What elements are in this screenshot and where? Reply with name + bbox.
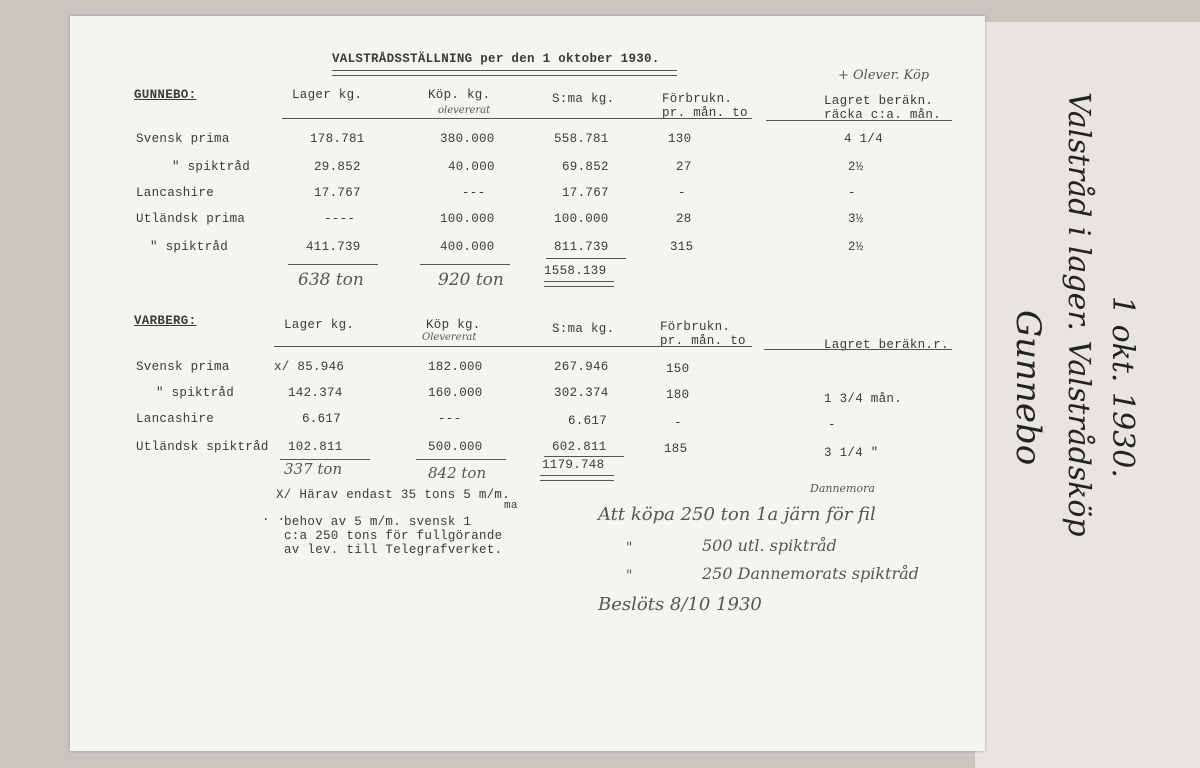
gunnebo-total-underline: [544, 281, 614, 287]
varberg-total-underline: [540, 475, 614, 481]
row-lagret: 2½: [848, 160, 864, 174]
handwritten-dannemora: Dannemora: [810, 482, 875, 495]
varberg-hw-lager-total: 337 ton: [284, 460, 343, 478]
handwritten-ditto-2: ": [626, 568, 633, 584]
varberg-total: 1179.748: [542, 458, 605, 472]
side-label-gunnebo: Gunnebo: [1008, 310, 1048, 466]
row-kop: ---: [438, 412, 462, 426]
gunnebo-hw-kop-total: 920 ton: [438, 270, 504, 290]
title-double-underline: [332, 70, 677, 76]
row-kop: 160.000: [428, 386, 483, 400]
document-title: VALSTRÅDSSTÄLLNING per den 1 oktober 1930.: [332, 52, 660, 66]
varberg-hw-kop-total: 842 ton: [428, 464, 487, 482]
handwritten-beslut: Beslöts 8/10 1930: [598, 594, 762, 615]
row-lagret: 3½: [848, 212, 864, 226]
row-name: Svensk prima: [136, 132, 230, 146]
row-forbrukn: -: [678, 186, 686, 200]
varberg-kop-sum-rule: [416, 459, 506, 460]
gunnebo-summa-sum-rule: [546, 258, 626, 259]
row-kop: 500.000: [428, 440, 483, 454]
row-summa: 267.946: [554, 360, 609, 374]
row-kop: 400.000: [440, 240, 495, 254]
varberg-summa-sum-rule: [544, 456, 624, 457]
row-name: " spiktråd: [156, 386, 235, 400]
row-lagret: -: [848, 186, 856, 200]
handwritten-att-kopa: Att köpa 250 ton 1a järn för fil: [598, 504, 876, 525]
gunnebo-hw-lager-total: 638 ton: [298, 270, 364, 290]
varberg-label: VARBERG:: [134, 314, 197, 328]
row-forbrukn: 130: [668, 132, 692, 146]
row-lagret: 3 1/4 ": [824, 446, 879, 460]
row-lager: 411.739: [306, 240, 361, 254]
row-forbrukn: 180: [666, 388, 690, 402]
varberg-header-summa: S:ma kg.: [552, 322, 615, 336]
varberg-header-forbrukn-2: pr. mån. to: [660, 334, 746, 348]
row-kop: ---: [462, 186, 486, 200]
row-lagret: -: [828, 418, 836, 432]
footnote-line-2: behov av 5 m/m. svensk 1: [284, 515, 472, 529]
handwritten-line-2: 500 utl. spiktråd: [702, 536, 837, 555]
gunnebo-header-forbrukn-2: pr. mån. to: [662, 106, 748, 120]
row-name: Utländsk spiktråd: [136, 440, 269, 454]
varberg-kop-note: Olevererat: [422, 332, 477, 343]
row-kop: 40.000: [448, 160, 495, 174]
row-lager: x/ 85.946: [274, 360, 345, 374]
footnote-line-3: c:a 250 tons för fullgörande: [284, 529, 503, 543]
document-page: [70, 16, 985, 751]
row-forbrukn: 185: [664, 442, 688, 456]
row-lager: 178.781: [310, 132, 365, 146]
gunnebo-header-lager: Lager kg.: [292, 88, 363, 102]
handwritten-line-3: 250 Dannemorats spiktråd: [702, 564, 919, 583]
row-summa: 811.739: [554, 240, 609, 254]
row-name: " spiktråd: [172, 160, 251, 174]
gunnebo-lager-sum-rule: [288, 264, 378, 265]
row-summa: 558.781: [554, 132, 609, 146]
side-label-line-2: Valstråd i lager. Valstrådsköp: [1061, 92, 1096, 537]
row-lager: 102.811: [288, 440, 343, 454]
row-forbrukn: 150: [666, 362, 690, 376]
row-lager: 17.767: [314, 186, 361, 200]
varberg-header-lagret: Lagret beräkn.r.: [824, 338, 949, 352]
gunnebo-header-lagret-2: räcka c:a. mån.: [824, 108, 942, 122]
gunnebo-kop-sum-rule: [420, 264, 510, 265]
row-summa: 6.617: [568, 414, 608, 428]
row-forbrukn: 315: [670, 240, 694, 254]
gunnebo-header-lagret: Lagret beräkn.: [824, 94, 934, 108]
row-lager: 29.852: [314, 160, 361, 174]
row-lagret: 1 3/4 mån.: [824, 392, 903, 406]
gunnebo-header-kop: Köp. kg.: [428, 88, 491, 102]
row-forbrukn: -: [674, 416, 682, 430]
row-name: Lancashire: [136, 186, 215, 200]
row-summa: 17.767: [562, 186, 609, 200]
row-lager: 142.374: [288, 386, 343, 400]
row-summa: 69.852: [562, 160, 609, 174]
row-forbrukn: 27: [676, 160, 692, 174]
row-lagret: 4 1/4: [844, 132, 884, 146]
handwritten-ditto-1: ": [626, 540, 633, 556]
varberg-header-rule: [274, 346, 752, 347]
footnote-line-4: av lev. till Telegrafverket.: [284, 543, 503, 557]
row-lagret: 2½: [848, 240, 864, 254]
row-name: Utländsk prima: [136, 212, 246, 226]
row-kop: 182.000: [428, 360, 483, 374]
side-label-line-3: 1 okt. 1930.: [1105, 296, 1140, 478]
row-summa: 100.000: [554, 212, 609, 226]
gunnebo-total: 1558.139: [544, 264, 607, 278]
varberg-header-forbrukn: Förbrukn.: [660, 320, 731, 334]
varberg-header-rule-2: [764, 349, 952, 350]
gunnebo-header-rule: [282, 118, 752, 119]
gunnebo-lagret-note: + Olever. Köp: [838, 68, 930, 83]
row-name: Svensk prima: [136, 360, 230, 374]
gunnebo-header-rule-2: [766, 120, 952, 121]
footnote-line-1: X/ Härav endast 35 tons 5 m/m.: [276, 488, 511, 502]
row-forbrukn: 28: [676, 212, 692, 226]
row-summa: 302.374: [554, 386, 609, 400]
row-name: Lancashire: [136, 412, 215, 426]
row-kop: 380.000: [440, 132, 495, 146]
gunnebo-label: GUNNEBO:: [134, 88, 197, 102]
gunnebo-header-summa: S:ma kg.: [552, 92, 615, 106]
footnote-ma: ma: [504, 500, 518, 512]
footnote-dots: . .: [262, 510, 286, 524]
varberg-header-lager: Lager kg.: [284, 318, 355, 332]
row-lager: 6.617: [302, 412, 342, 426]
row-summa: 602.811: [552, 440, 607, 454]
row-kop: 100.000: [440, 212, 495, 226]
gunnebo-kop-note: olevererat: [438, 105, 491, 116]
row-lager: ----: [324, 212, 356, 226]
varberg-header-kop: Köp kg.: [426, 318, 481, 332]
row-name: " spiktråd: [150, 240, 229, 254]
gunnebo-header-forbrukn: Förbrukn.: [662, 92, 733, 106]
